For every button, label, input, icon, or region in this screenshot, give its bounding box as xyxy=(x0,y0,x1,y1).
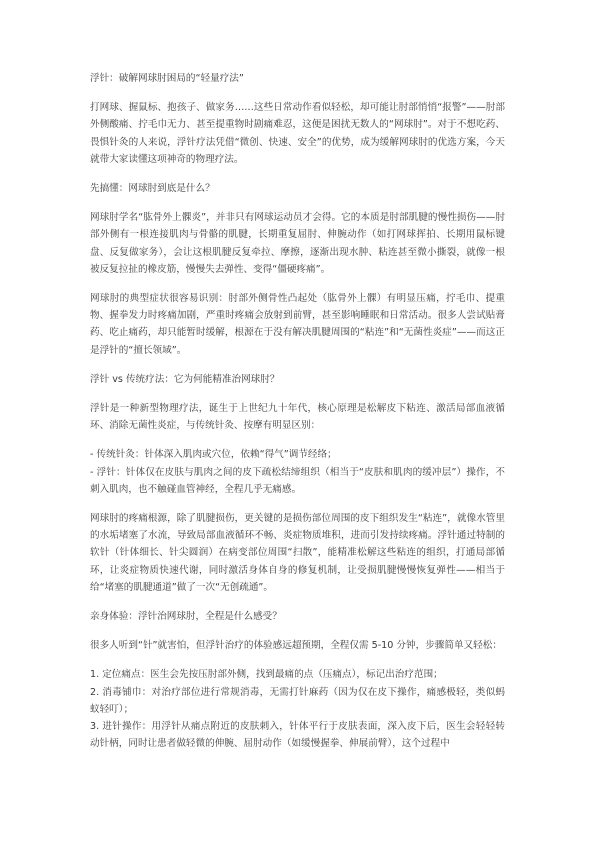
step-locate: 1. 定位痛点：医生会先按压肘部外侧，找到最痛的点（压痛点），标记出治疗范围； xyxy=(90,669,443,681)
step-insert: 3. 进针操作：用浮针从痛点附近的皮肤刺入，针体平行于皮肤表面，深入皮下后，医生会轻轻转动针柄，同时让患者做轻微的伸腕、屈肘动作（如缓慢握拳、伸展前臂），这个过程中 xyxy=(90,721,505,750)
paragraph-mechanism: 网球肘的疼痛根源，除了肌腱损伤，更关键的是损伤部位周围的皮下组织发生“粘连”，就像水管里的水垢堵塞了水流，导致局部血液循环不畅、炎症物质堆积，进而引发持续疼痛。浮针通过特制的软针（针体细长、针尖圆润）在病变部位周围“扫散”，能精准松解这些粘连的组织，打通局部循环，让炎症物质快速代谢，同时激活身体自身的修复机制，让受损肌腱慢慢恢复弹性——相当于给“堵塞的肌腱通道”做了一次“无创疏通”。 xyxy=(90,513,505,593)
article-title: 浮针：破解网球肘困局的“轻量疗法” xyxy=(90,73,244,84)
section-heading-experience: 亲身体验：浮针治网球肘，全程是什么感受？ xyxy=(90,611,282,623)
intro-paragraph: 打网球、握鼠标、抱孩子、做家务……这些日常动作看似轻松，却可能让肘部悄悄“报警”——肘部外侧酸痛、拧毛巾无力、甚至提重物时剧痛难忍，这便是困扰无数人的“网球肘”。对于不想吃药、畏惧针灸的人来说，浮针疗法凭借“微创、快速、安全”的优势，成为缓解网球肘的优选方案，今天就带大家读懂这项神奇的物理疗法。 xyxy=(90,102,505,165)
paragraph-principle: 浮针是一种新型物理疗法，诞生于上世纪九十年代，核心原理是松解皮下粘连、激活局部血液循环、消除无菌性炎症，与传统针灸、按摩有明显区别： xyxy=(90,403,505,432)
paragraph-symptoms: 网球肘的典型症状很容易识别：肘部外侧骨性凸起处（肱骨外上髁）有明显压痛，拧毛巾、提重物、握拳发力时疼痛加剧，严重时疼痛会放射到前臂，甚至影响睡眠和日常活动。很多人尝试贴膏药、吃止痛药，却只能暂时缓解，根源在于没有解决肌腱周围的“粘连”和“无菌性炎症”——而这正是浮针的“擅长领域”。 xyxy=(90,293,505,356)
section-heading-what-is: 先搞懂：网球肘到底是什么？ xyxy=(90,183,215,195)
comparison-list xyxy=(90,446,505,498)
paragraph-experience-intro: 很多人听到“针”就害怕，但浮针治疗的体验感远超预期，全程仅需 5-10 分钟，步骤简单又轻松： xyxy=(90,640,502,652)
paragraph-definition: 网球肘学名“肱骨外上髁炎”，并非只有网球运动员才会得。它的本质是肘部肌腱的慢性损伤——肘部外侧有一根连接肌肉与骨骼的肌腱，长期重复屈肘、伸腕动作（如打网球挥拍、长期用鼠标键盘、反复做家务），会让这根肌腱反复牵拉、摩擦，逐渐出现水肿、粘连甚至微小撕裂，就像一根被反复拉扯的橡皮筋，慢慢失去弹性、变得“僵硬疼痛”。 xyxy=(90,212,505,275)
procedure-steps xyxy=(90,666,505,752)
comparison-item-acupuncture: - 传统针灸：针体深入肌肉或穴位，依赖“得气”调节经络； xyxy=(90,449,337,461)
step-disinfect: 2. 消毒铺巾：对治疗部位进行常规消毒，无需打针麻药（因为仅在皮下操作，痛感极轻，类似蚂蚁轻叮）； xyxy=(90,686,505,715)
section-heading-comparison: 浮针 vs 传统疗法：它为何能精准治网球肘？ xyxy=(90,373,280,385)
comparison-item-floating-needle: - 浮针：针体仅在皮肤与肌肉之间的皮下疏松结缔组织（相当于“皮肤和肌肉的缓冲层”）操作，不刺入肌肉，也不触碰血管神经，全程几乎无痛感。 xyxy=(90,466,505,495)
